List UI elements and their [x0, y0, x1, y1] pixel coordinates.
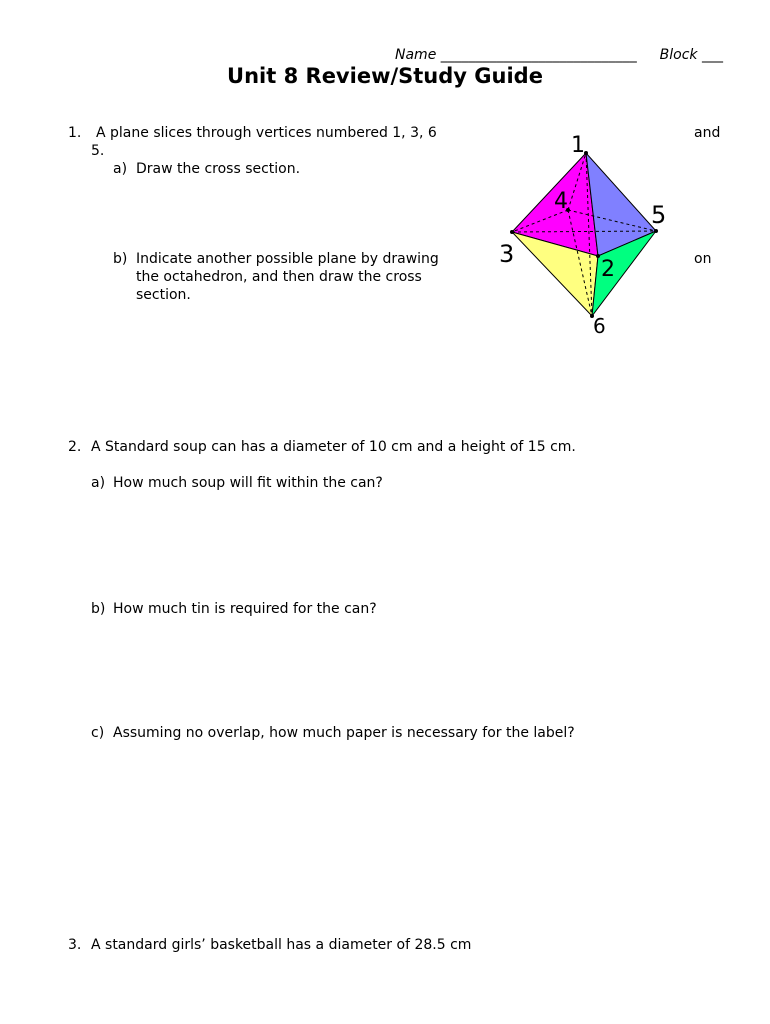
name-blank: ____________________________: [440, 47, 637, 63]
vertex-label-1: 1: [571, 133, 585, 158]
q1b-text-line1: Indicate another possible plane by drawing: [136, 251, 439, 267]
q2-number: 2.: [68, 439, 82, 455]
q2a-label: a): [91, 475, 106, 491]
q2c-label: c): [91, 725, 105, 741]
vertex-dot: [510, 230, 514, 234]
vertex-dot: [596, 254, 600, 258]
q1a-text: Draw the cross section.: [136, 161, 301, 177]
q1-number: 1.: [68, 125, 82, 141]
q1-text-line2: 5.: [91, 143, 105, 159]
octahedron-figure: [494, 128, 684, 338]
name-block-header: [0, 47, 723, 63]
vertex-label-3: 3: [499, 240, 515, 268]
vertex-label-4: 4: [554, 189, 568, 214]
q3-text: A standard girls’ basketball has a diameter of 28.5 cm: [91, 937, 472, 953]
vertex-label-5: 5: [651, 201, 667, 229]
q2a-text: How much soup will fit within the can?: [113, 475, 383, 491]
q2-text: A Standard soup can has a diameter of 10 cm and a height of 15 cm.: [91, 439, 576, 455]
q1b-text-line2: the octahedron, and then draw the cross: [136, 269, 422, 285]
q1-text-end: and: [694, 125, 721, 141]
q2c-text: Assuming no overlap, how much paper is necessary for the label?: [113, 725, 575, 741]
vertex-label-6: 6: [593, 314, 606, 338]
q2b-text: How much tin is required for the can?: [113, 601, 377, 617]
vertex-dot: [654, 229, 658, 233]
q1-text: A plane slices through vertices numbered 1, 3, 6: [96, 125, 437, 141]
name-label: Name: [395, 47, 437, 63]
q1b-text-end: on: [694, 251, 712, 267]
vertex-label-2: 2: [601, 257, 615, 282]
block-blank: ___: [702, 47, 723, 63]
q2b-label: b): [91, 601, 106, 617]
page-title: Unit 8 Review/Study Guide: [227, 64, 543, 88]
q1b-text-line3: section.: [136, 287, 191, 303]
q1a-label: a): [113, 161, 128, 177]
q1b-label: b): [113, 251, 128, 267]
block-label: Block: [659, 47, 698, 63]
q3-number: 3.: [68, 937, 82, 953]
